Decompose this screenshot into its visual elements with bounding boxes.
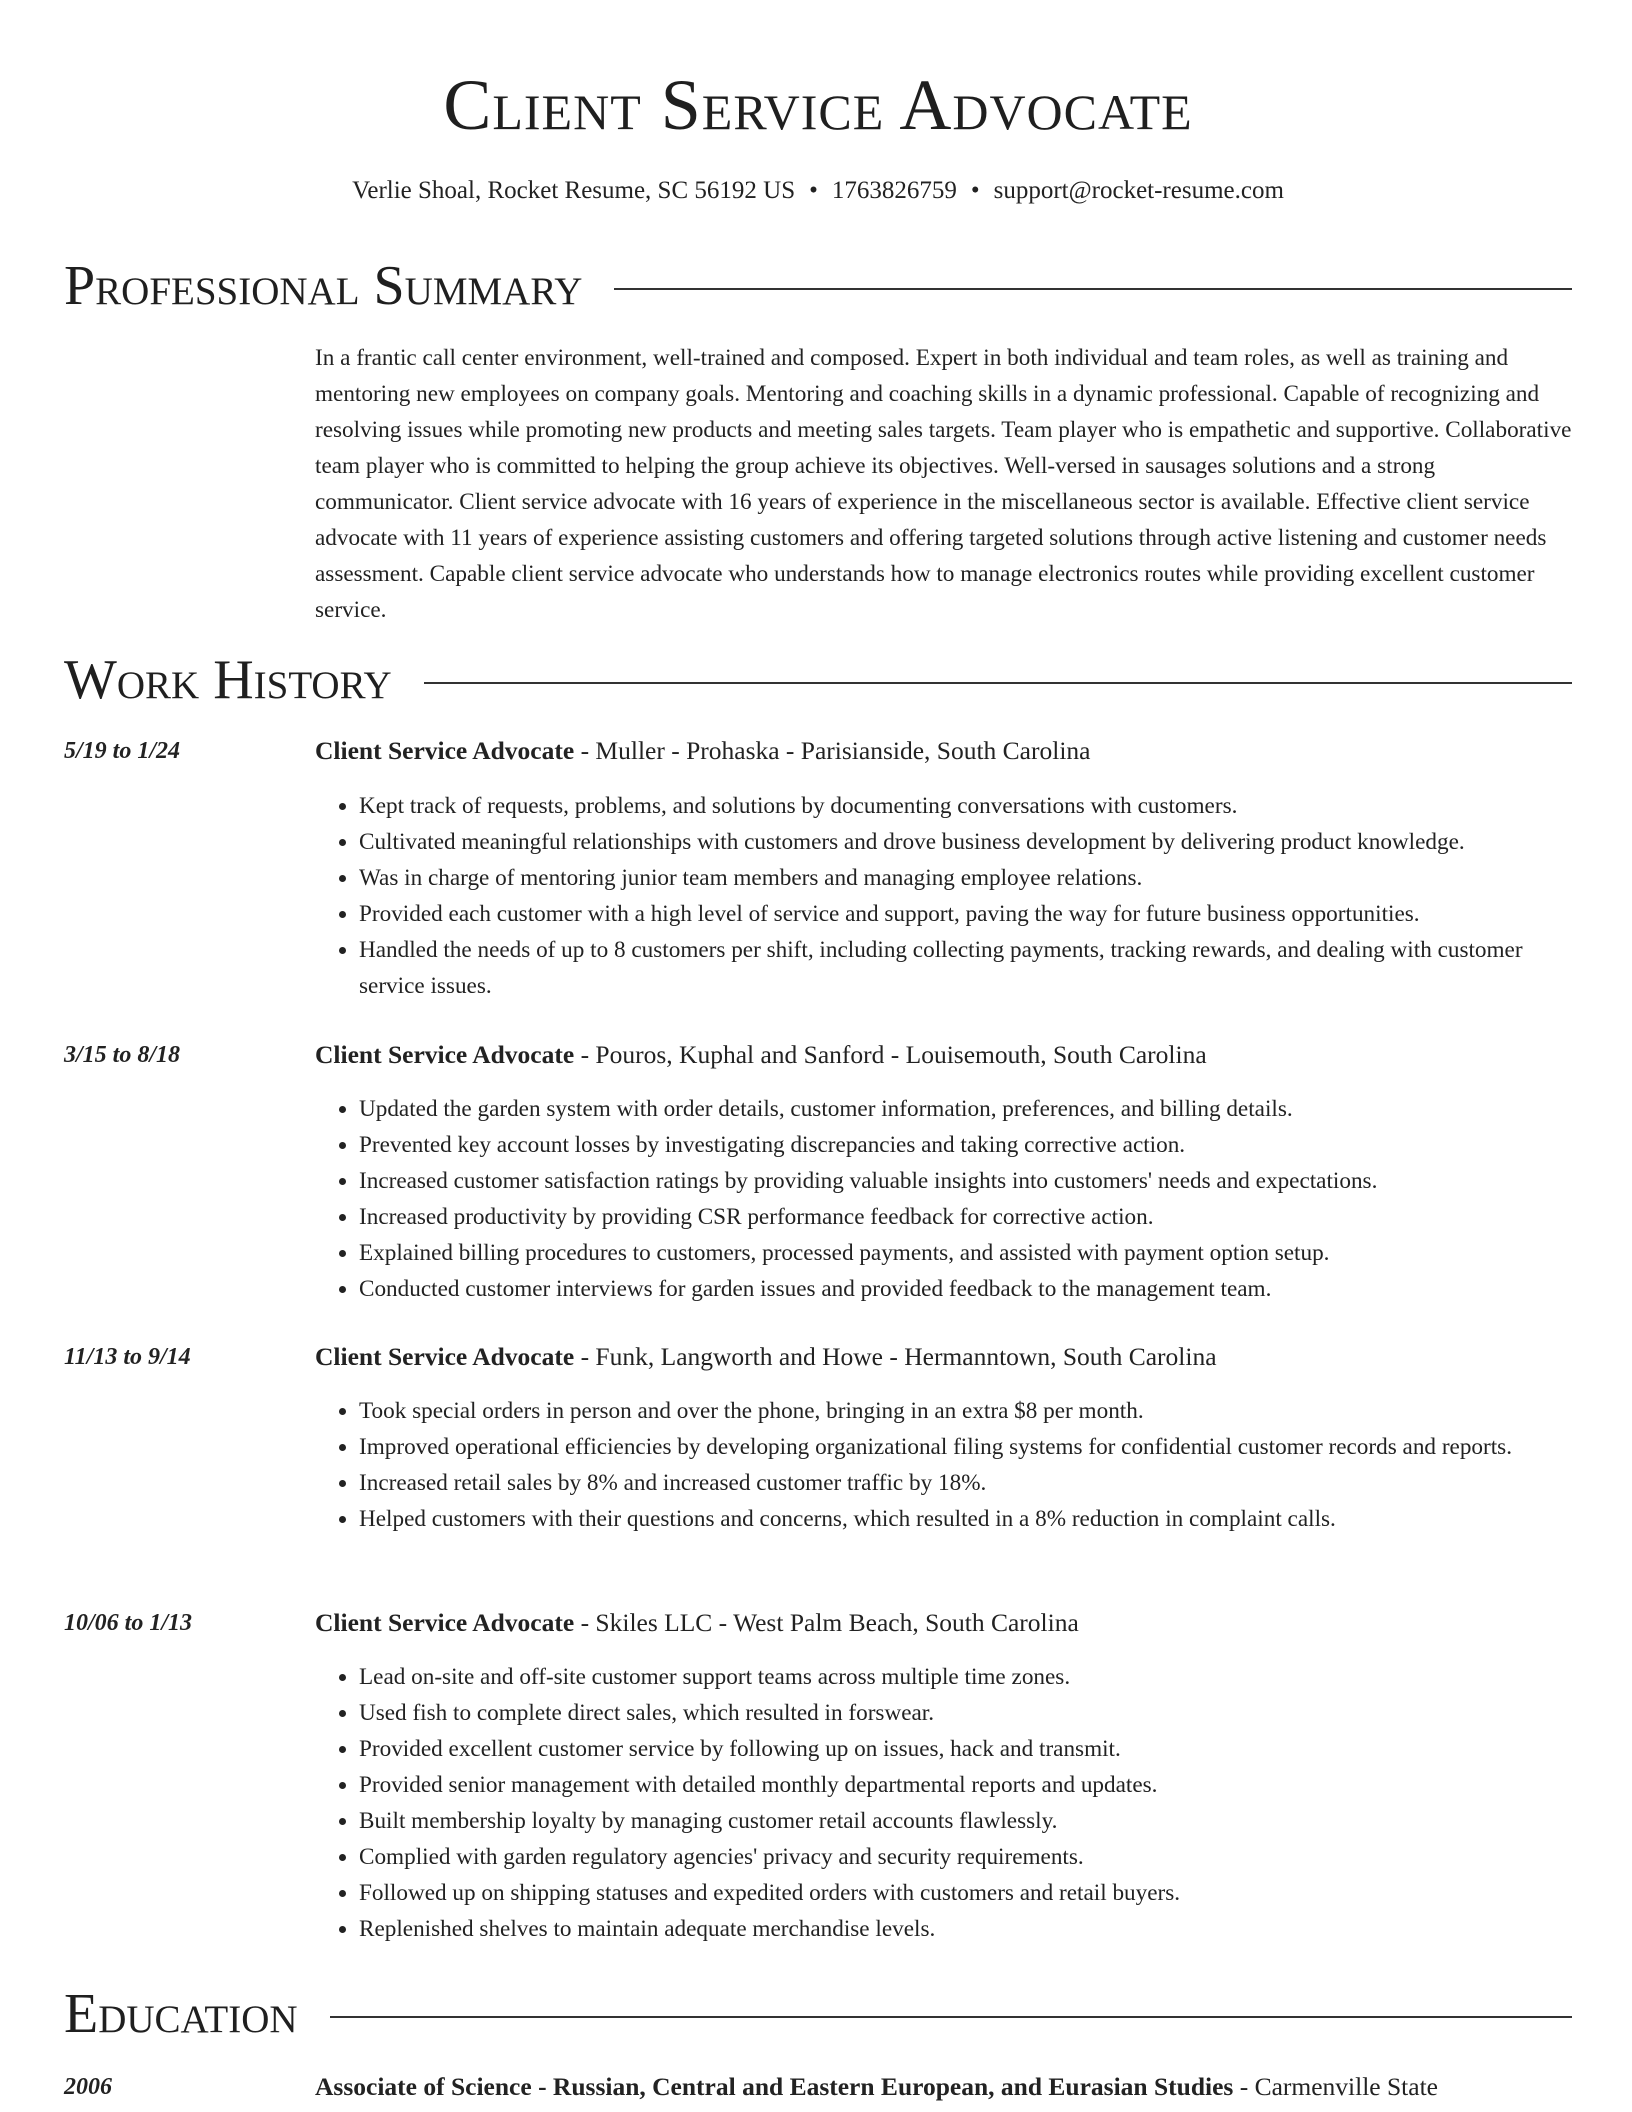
job-bullets (315, 1659, 1572, 1947)
job-employer: - Skiles LLC - West Palm Beach, South Carolina (574, 1608, 1079, 1637)
job-bullet: • Cultivated meaningful relationships with customers and drove business development by delivering product knowledge. (359, 824, 1572, 860)
resume-title: Client Service Advocate (443, 65, 1193, 145)
education-section-header (64, 1982, 1572, 2046)
job-bullet: • Provided excellent customer service by following up on issues, hack and transmit. (359, 1731, 1572, 1767)
job-bullet: • Prevented key account losses by investigating discrepancies and taking corrective action. (359, 1127, 1572, 1163)
job-bullet: • Handled the needs of up to 8 customers per shift, including collecting payments, tracking rewards, and dealing with customer service issues. (359, 932, 1572, 1004)
job-bullet: • Replenished shelves to maintain adequate merchandise levels. (359, 1911, 1572, 1947)
job-role: Client Service Advocate (315, 1608, 575, 1637)
job-bullet: • Complied with garden regulatory agencies' privacy and security requirements. (359, 1839, 1572, 1875)
job-bullet: • Increased retail sales by 8% and increased customer traffic by 18%. (359, 1465, 1572, 1501)
job-employer: - Pouros, Kuphal and Sanford - Louisemouth, South Carolina (574, 1040, 1207, 1069)
summary-text: In a frantic call center environment, well-trained and composed. Expert in both individual and team roles, as well as training and mentoring new employees on company goals. Mentoring and coaching skills in a dynamic professional. Capable of recognizing and resolving issues while promoting new products and meeting sales targets. Team player who is empathetic and supportive. Collaborative team player who is committed to helping the group achieve its objectives. Well-versed in sausages solutions and a strong communicator. Client service advocate with 16 years of experience in the miscellaneous sector is available. Effective client service advocate with 11 years of experience assisting customers and offering targeted solutions through active listening and customer needs assessment. Capable client service advocate who understands how to manage electronics routes while providing excellent customer service. (315, 345, 1572, 623)
education-school: - Carmenville State (1233, 2072, 1438, 2101)
job-bullet: • Followed up on shipping statuses and expedited orders with customers and retail buyers. (359, 1875, 1572, 1911)
job-dates: 10/06 to 1/13 (64, 1610, 193, 1636)
job-bullet: • Was in charge of mentoring junior team members and managing employee relations. (359, 860, 1572, 896)
job-bullet: • Improved operational efficiencies by developing organizational filing systems for confidential customer records and reports. (359, 1429, 1572, 1465)
job-header (315, 1038, 1572, 1072)
contact-separator: • (809, 177, 818, 204)
job-bullets (315, 1091, 1572, 1307)
job-role: Client Service Advocate (315, 1040, 575, 1069)
contact-phone: 1763826759 (831, 177, 957, 204)
job-bullets (315, 1393, 1572, 1537)
job-bullet: • Increased productivity by providing CSR performance feedback for corrective action. (359, 1199, 1572, 1235)
job-dates: 5/19 to 1/24 (64, 738, 181, 764)
summary-section-header (64, 254, 1572, 318)
contact-separator: • (970, 177, 980, 204)
job-bullet: • Explained billing procedures to customers, processed payments, and assisted with payment option setup. (359, 1235, 1572, 1271)
summary-heading: Professional Summary (64, 255, 583, 317)
education-degree: Associate of Science - Russian, Central and Eastern European, and Eurasian Studies (315, 2072, 1234, 2101)
job-employer: - Funk, Langworth and Howe - Hermanntown, South Carolina (574, 1342, 1217, 1371)
job-bullet: • Conducted customer interviews for garden issues and provided feedback to the management team. (359, 1271, 1572, 1307)
job-bullet: • Lead on-site and off-site customer support teams across multiple time zones. (359, 1659, 1572, 1695)
contact-line (64, 174, 1572, 208)
education-year: 2006 (64, 2074, 112, 2100)
education-entry (315, 2070, 1572, 2104)
section-divider (424, 682, 1572, 684)
job-header (315, 734, 1572, 768)
section-divider (614, 288, 1572, 290)
job-bullet: • Took special orders in person and over the phone, bringing in an extra $8 per month. (359, 1393, 1572, 1429)
job-bullet: • Used fish to complete direct sales, which resulted in forswear. (359, 1695, 1572, 1731)
job-bullet: • Built membership loyalty by managing customer retail accounts flawlessly. (359, 1803, 1572, 1839)
job-role: Client Service Advocate (315, 736, 575, 765)
section-divider (330, 2016, 1572, 2018)
job-header (315, 1340, 1572, 1374)
job-bullet: • Provided each customer with a high level of service and support, paving the way for future business opportunities. (359, 896, 1572, 932)
job-bullet: • Provided senior management with detailed monthly departmental reports and updates. (359, 1767, 1572, 1803)
contact-email: support@rocket-resume.com (993, 177, 1284, 204)
job-role: Client Service Advocate (315, 1342, 575, 1371)
contact-address: Verlie Shoal, Rocket Resume, SC 56192 US (352, 177, 796, 204)
education-heading: Education (64, 1983, 298, 2045)
job-bullet: • Updated the garden system with order details, customer information, preferences, and billing details. (359, 1091, 1572, 1127)
job-employer: - Muller - Prohaska - Parisianside, South Carolina (574, 736, 1091, 765)
job-bullet: • Helped customers with their questions and concerns, which resulted in a 8% reduction in complaint calls. (359, 1501, 1572, 1537)
job-dates: 3/15 to 8/18 (64, 1042, 181, 1068)
job-bullet: • Increased customer satisfaction ratings by providing valuable insights into customers' needs and expectations. (359, 1163, 1572, 1199)
job-bullets (315, 788, 1572, 1004)
job-header (315, 1606, 1572, 1640)
work-section-header (64, 648, 1572, 712)
job-bullet: • Kept track of requests, problems, and solutions by documenting conversations with customers. (359, 788, 1572, 824)
job-dates: 11/13 to 9/14 (64, 1344, 191, 1370)
work-heading: Work History (64, 649, 392, 711)
